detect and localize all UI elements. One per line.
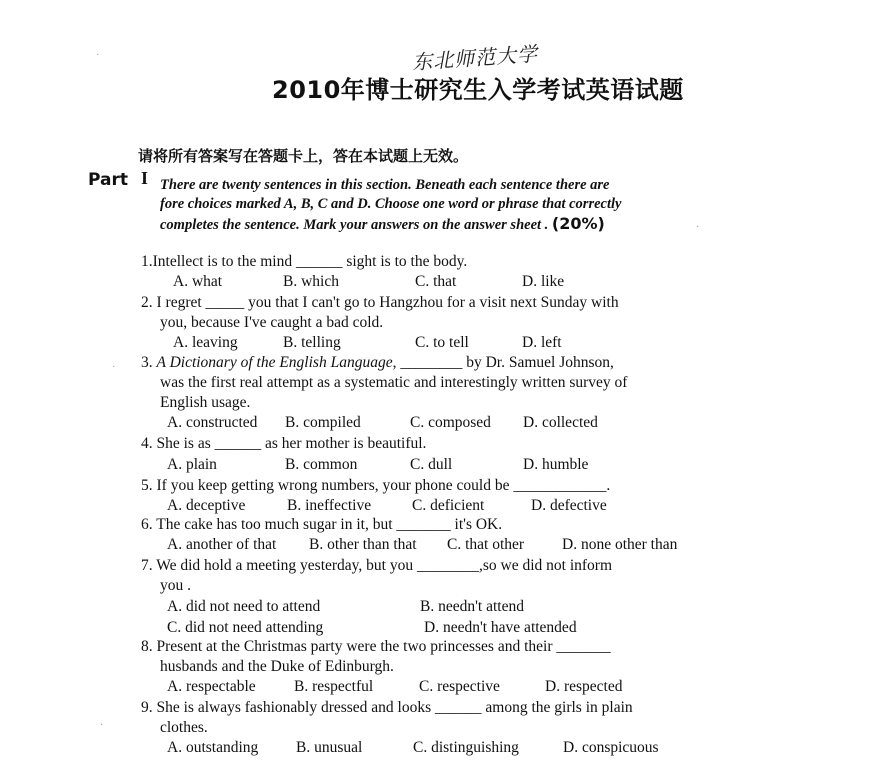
- question-6-stem: 6. The cake has too much sugar in it, but _______ it's OK.: [141, 516, 503, 533]
- question-7-stem-cont: you .: [160, 577, 191, 594]
- question-8-stem-cont: husbands and the Duke of Edinburgh.: [160, 658, 394, 675]
- q3-option-c: C. composed: [410, 414, 491, 431]
- q2-option-a: A. leaving: [173, 334, 238, 351]
- q5-option-a: A. deceptive: [167, 497, 246, 514]
- scan-speck: ·: [100, 720, 104, 731]
- scan-speck: ·: [112, 362, 116, 373]
- q4-option-d: D. humble: [523, 456, 589, 473]
- question-3-stem: [141, 354, 614, 372]
- q5-option-b: B. ineffective: [287, 497, 372, 514]
- q3-stem-rest: , ________ by Dr. Samuel Johnson,: [392, 354, 614, 371]
- q9-option-d: D. conspicuous: [563, 739, 659, 756]
- q2-option-b: B. telling: [283, 334, 341, 351]
- scan-speck: ·: [696, 222, 700, 233]
- score-percentage: (20%): [551, 214, 605, 233]
- q7-option-b: B. needn't attend: [420, 598, 524, 615]
- q2-option-c: C. to tell: [415, 334, 469, 351]
- q4-option-b: B. common: [285, 456, 358, 473]
- instruction-line: [160, 214, 708, 235]
- q2-option-d: D. left: [522, 334, 562, 351]
- instruction-line: There are twenty sentences in this section. Beneath each sentence there are: [160, 177, 610, 193]
- question-8-stem: 8. Present at the Christmas party were the two princesses and their _______: [141, 638, 611, 655]
- part-number: I: [141, 168, 149, 188]
- q6-option-c: C. that other: [447, 536, 525, 553]
- handwritten-university-note: 东北师范大学: [411, 41, 539, 75]
- part-label: Part: [88, 170, 128, 190]
- q8-option-a: A. respectable: [167, 678, 256, 695]
- q8-option-b: B. respectful: [294, 678, 374, 695]
- question-3-stem-cont: English usage.: [160, 394, 251, 411]
- instruction-line-text: completes the sentence. Mark your answers on the answer sheet .: [160, 217, 549, 233]
- q5-option-c: C. deficient: [412, 497, 485, 514]
- q7-option-a: A. did not need to attend: [167, 598, 321, 615]
- q9-option-b: B. unusual: [296, 739, 363, 756]
- question-7-stem: 7. We did hold a meeting yesterday, but you ________,so we did not inform: [141, 557, 613, 574]
- instruction-line: fore choices marked A, B, C and D. Choose one word or phrase that correctly: [160, 196, 622, 212]
- question-2-stem-cont: you, because I've caught a bad cold.: [160, 314, 384, 331]
- question-1-stem: 1.Intellect is to the mind ______ sight is to the body.: [141, 253, 468, 270]
- q6-option-b: B. other than that: [309, 536, 417, 553]
- q1-option-b: B. which: [283, 273, 339, 290]
- scan-speck: ·: [96, 50, 100, 61]
- question-5-stem: 5. If you keep getting wrong numbers, your phone could be ____________.: [141, 477, 611, 494]
- exam-title: 2010年博士研究生入学考试英语试题: [272, 76, 684, 104]
- q6-option-d: D. none other than: [562, 536, 678, 553]
- q4-option-c: C. dull: [410, 456, 453, 473]
- question-4-stem: 4. She is as ______ as her mother is beautiful.: [141, 435, 427, 452]
- q1-option-d: D. like: [522, 273, 565, 290]
- q3-option-d: D. collected: [523, 414, 598, 431]
- q5-option-d: D. defective: [531, 497, 607, 514]
- q8-option-d: D. respected: [545, 678, 623, 695]
- question-9-stem-cont: clothes.: [160, 719, 208, 736]
- q9-option-a: A. outstanding: [167, 739, 259, 756]
- q7-option-d: D. needn't have attended: [424, 619, 577, 636]
- q4-option-a: A. plain: [167, 456, 217, 473]
- q1-option-c: C. that: [415, 273, 457, 290]
- q3-option-b: B. compiled: [285, 414, 361, 431]
- question-2-stem: 2. I regret _____ you that I can't go to Hangzhou for a visit next Sunday with: [141, 294, 619, 311]
- q8-option-c: C. respective: [419, 678, 500, 695]
- q3-number: 3.: [141, 354, 157, 371]
- q9-option-c: C. distinguishing: [413, 739, 519, 756]
- question-3-stem-cont: was the first real attempt as a systematic and interestingly written survey of: [160, 374, 628, 391]
- q3-option-a: A. constructed: [167, 414, 258, 431]
- q1-option-a: A. what: [173, 273, 223, 290]
- q3-book-title: A Dictionary of the English Language: [156, 354, 393, 371]
- q6-option-a: A. another of that: [167, 536, 277, 553]
- answer-notice: 请将所有答案写在答题卡上，答在本试题上无效。: [138, 147, 469, 165]
- part-instructions: [160, 176, 708, 235]
- question-9-stem: 9. She is always fashionably dressed and looks ______ among the girls in plain: [141, 699, 633, 716]
- q7-option-c: C. did not need attending: [167, 619, 324, 636]
